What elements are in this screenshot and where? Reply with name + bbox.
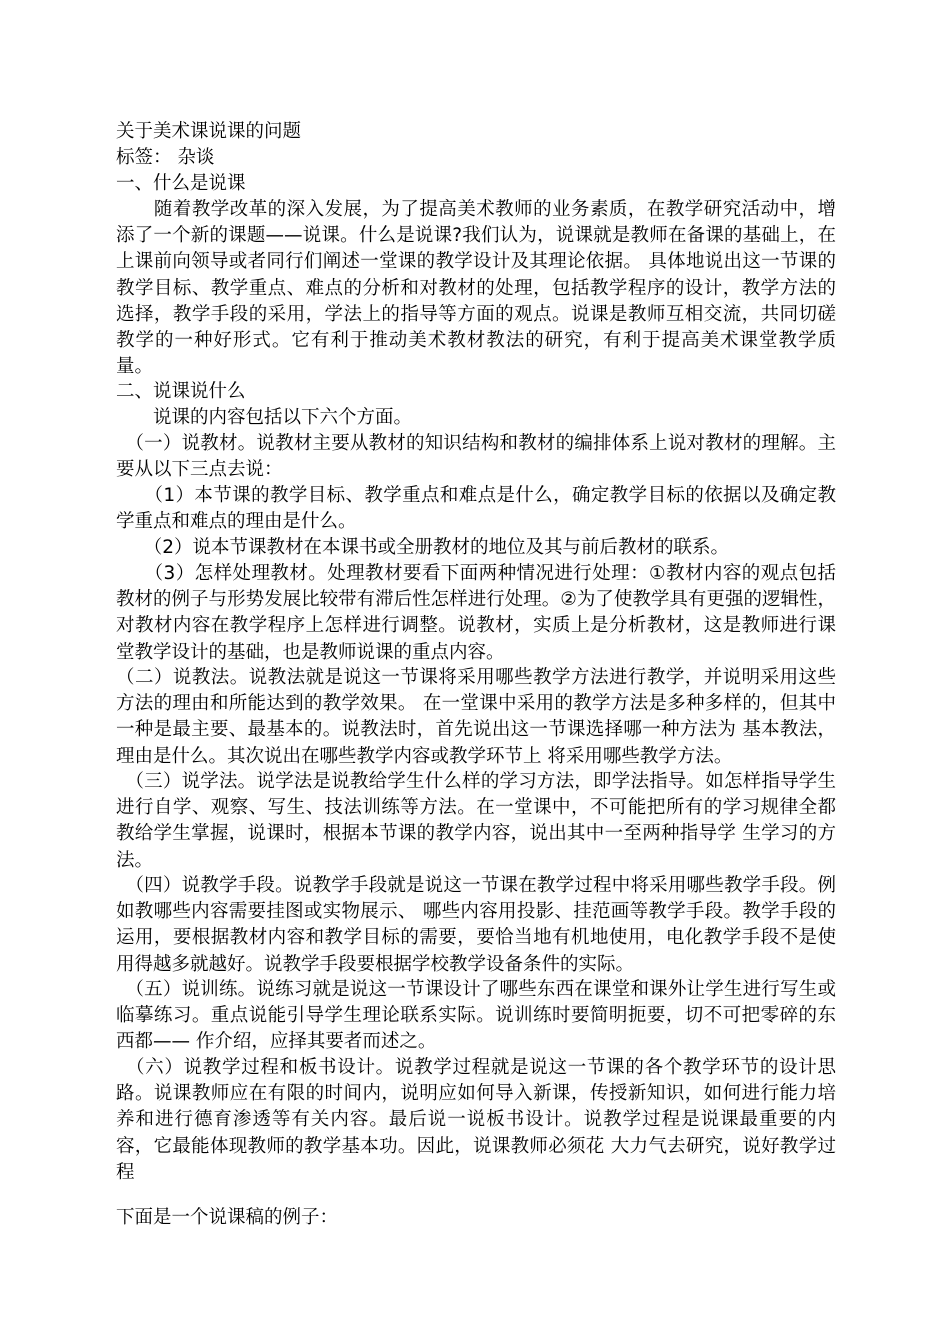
section1-heading: 一、什么是说课	[116, 173, 246, 194]
item-learning-method: （三）说学法。说学法是说教给学生什么样的学习方法，即学法指导。如怎样指导学生进行自学、观察、写生、技法训练等方法。在一堂课中，不可能把所有的学习规律全都教给学生掌握，说课时，根据本节课的教学内容，说出其中一至两种指导学 生学习的方法。	[116, 771, 836, 871]
section1-paragraph: 随着教学改革的深入发展，为了提高美术教师的业务素质，在教学研究活动中，增添了一个新的课题——说课。什么是说课?我们认为，说课就是教师在备课的基础上，在上课前向领导或者同行们阐述一堂课的教学设计及其理论依据。 具体地说出这一节课的教学目标、教学重点、难点的分析和对教材的处理，包括教学程序的设计，教学方法的选择，教学手段的采用，学法上的指导等方面的观点。说课是教师互相交流，共同切磋教学的一种好形式。它有利于推动美术教材教法的研究，有利于提高美术课堂教学质量。	[116, 199, 836, 378]
item-teaching-process: （六）说教学过程和板书设计。说教学过程就是说这一节课的各个教学环节的设计思路。说课教师应在有限的时间内，说明应如何导入新课，传授新知识，如何进行能力培养和进行德育渗透等有关内容。最后说一说板书设计。说教学过程是说课最重要的内容，它最能体现教师的教学基本功。因此，说课教师必须花 大力气去研究，说好教学过程	[116, 1057, 836, 1183]
item-teaching-material-point3: （3）怎样处理教材。处理教材要看下面两种情况进行处理：①教材内容的观点包括教材的例子与形势发展比较带有滞后性怎样进行处理。②为了使教学具有更强的逻辑性，对教材内容在教学程序上怎样进行调整。说教材，实质上是分析教材，这是教师进行课堂教学设计的基础，也是教师说课的重点内容。	[116, 563, 836, 663]
item-teaching-material: （一）说教材。说教材主要从教材的知识结构和教材的编排体系上说对教材的理解。主要从以下三点去说：	[116, 433, 836, 481]
section2-intro: 说课的内容包括以下六个方面。	[116, 407, 413, 428]
item-teaching-material-point1: （1）本节课的教学目标、教学重点和难点是什么，确定教学目标的依据以及确定教学重点和难点的理由是什么。	[116, 485, 836, 533]
tag-line: 标签： 杂谈	[116, 147, 215, 168]
item-teaching-method: （二）说教法。说教法就是说这一节课将采用哪些教学方法进行教学，并说明采用这些方法的理由和所能达到的教学效果。 在一堂课中采用的教学方法是多种多样的，但其中一种是最主要、最基本的。说教法时，首先说出这一节课选择哪一种方法为 基本教法，理由是什么。其次说出在哪些教学内容或教学环节上 将采用哪些教学方法。	[116, 667, 836, 767]
item-teaching-means: （四）说教学手段。说教学手段就是说这一节课在教学过程中将采用哪些教学手段。例如教哪些内容需要挂图或实物展示、 哪些内容用投影、挂范画等教学手段。教学手段的运用，要根据教材内容和教学目标的需要，要恰当地有机地使用，电化教学手段不是使用得越多就越好。说教学手段要根据学校教学设备条件的实际。	[116, 875, 836, 975]
closing-line: 下面是一个说课稿的例子：	[116, 1207, 339, 1228]
section2-heading: 二、说课说什么	[116, 381, 246, 402]
item-training: （五）说训练。说练习就是说这一节课设计了哪些东西在课堂和课外让学生进行写生或临摹练习。重点说能引导学生理论联系实际。说训练时要简明扼要，切不可把零碎的东西都—— 作介绍，应择其要者而述之。	[116, 979, 836, 1053]
doc-title: 关于美术课说课的问题	[116, 121, 302, 142]
item-teaching-material-point2: （2）说本节课教材在本课书或全册教材的地位及其与前后教材的联系。	[116, 537, 730, 558]
